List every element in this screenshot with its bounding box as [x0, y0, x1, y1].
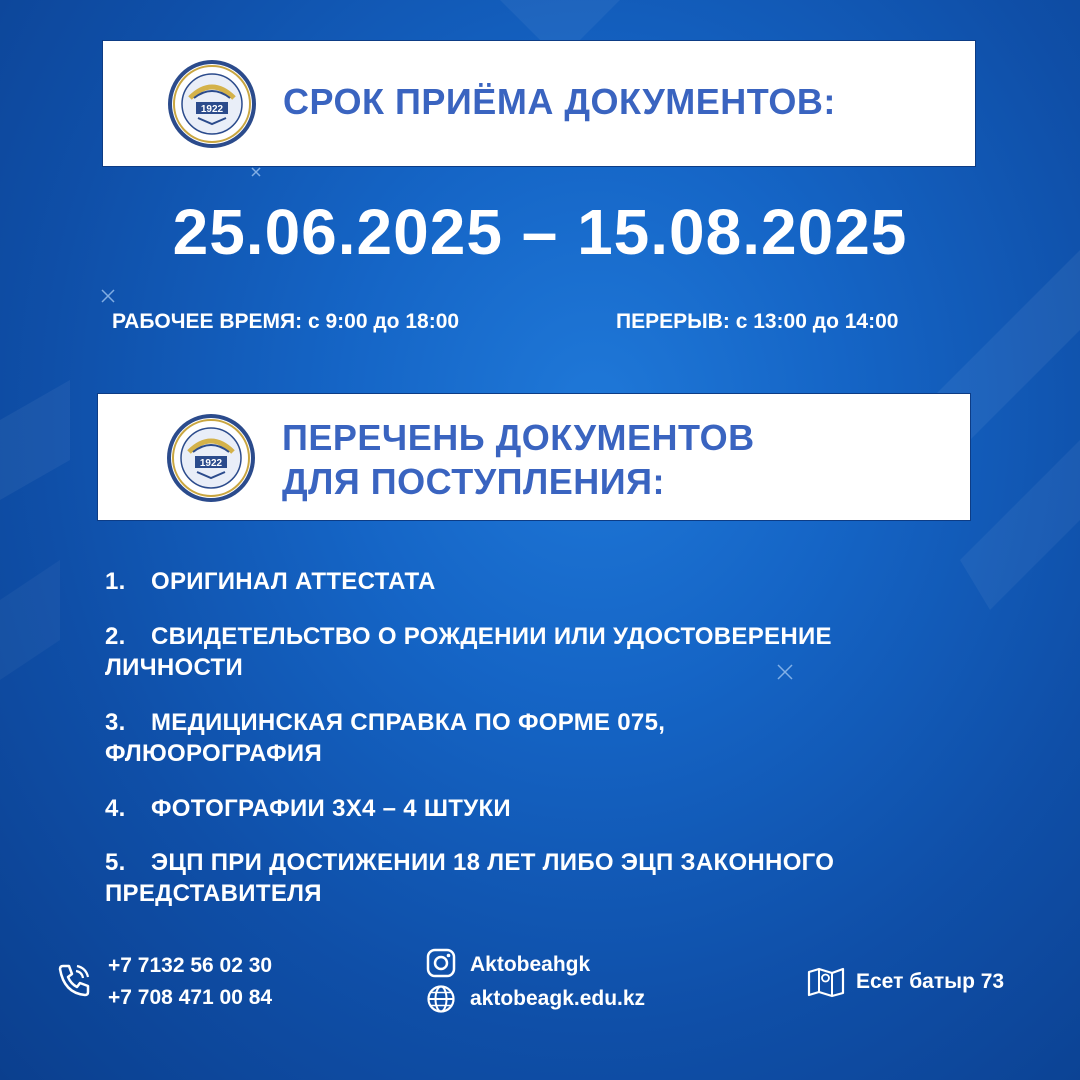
list-item-number: 4. — [105, 795, 126, 822]
list-item — [105, 847, 995, 909]
deadline-title: СРОК ПРИЁМА ДОКУМЕНТОВ: — [283, 81, 836, 122]
website-link[interactable]: aktobeagk.edu.kz — [470, 987, 646, 1010]
list-item — [105, 793, 995, 824]
deadline-banner — [102, 40, 976, 167]
map-icon — [806, 966, 846, 998]
list-item — [105, 621, 995, 683]
instagram-handle[interactable]: Aktobeahgk — [470, 953, 591, 976]
list-item-text-continued: ПРЕДСТАВИТЕЛЯ — [105, 880, 322, 907]
admission-dates: 25.06.2025 – 15.08.2025 — [172, 196, 908, 268]
college-emblem-logo — [166, 58, 258, 150]
documents-title-line1: ПЕРЕЧЕНЬ ДОКУМЕНТОВ — [282, 417, 755, 458]
address: Есет батыр 73 — [856, 970, 1005, 993]
list-item-text: ФОТОГРАФИИ 3Х4 – 4 ШТУКИ — [151, 795, 511, 822]
phone-icon — [54, 960, 94, 1000]
working-hours — [112, 308, 459, 336]
break-hours — [616, 308, 898, 336]
list-item — [105, 566, 995, 597]
list-item-text: ЭЦП ПРИ ДОСТИЖЕНИИ 18 ЛЕТ ЛИБО ЭЦП ЗАКОННОГО — [151, 849, 835, 876]
list-item-number: 1. — [105, 568, 126, 595]
list-item-number: 2. — [105, 623, 126, 650]
documents-banner — [97, 393, 971, 521]
documents-title-line2: ДЛЯ ПОСТУПЛЕНИЯ: — [282, 461, 666, 502]
phone-number-2[interactable]: +7 708 471 00 84 — [108, 986, 273, 1009]
svg-text:1922: 1922 — [199, 458, 223, 469]
break-hours-label: ПЕРЕРЫВ: — [616, 310, 730, 333]
svg-text:1922: 1922 — [200, 104, 224, 115]
list-item-number: 5. — [105, 849, 126, 876]
list-item-text-continued: ФЛЮОРОГРАФИЯ — [105, 740, 323, 767]
college-emblem-logo — [165, 412, 257, 504]
phone-number-1[interactable]: +7 7132 56 02 30 — [108, 954, 273, 977]
break-hours-value: с 13:00 до 14:00 — [735, 310, 899, 333]
list-item-number: 3. — [105, 709, 126, 736]
documents-title — [282, 416, 755, 504]
working-hours-value: с 9:00 до 18:00 — [307, 310, 460, 333]
instagram-icon — [426, 948, 456, 978]
working-hours-label: РАБОЧЕЕ ВРЕМЯ: — [112, 310, 303, 333]
globe-icon — [426, 984, 456, 1014]
list-item-text: СВИДЕТЕЛЬСТВО О РОЖДЕНИИ ИЛИ УДОСТОВЕРЕНИЕ — [151, 623, 832, 650]
list-item-text: МЕДИЦИНСКАЯ СПРАВКА ПО ФОРМЕ 075, — [151, 709, 666, 736]
list-item — [105, 707, 995, 769]
list-item-text-continued: ЛИЧНОСТИ — [105, 654, 243, 681]
list-item-text: ОРИГИНАЛ АТТЕСТАТА — [151, 568, 436, 595]
